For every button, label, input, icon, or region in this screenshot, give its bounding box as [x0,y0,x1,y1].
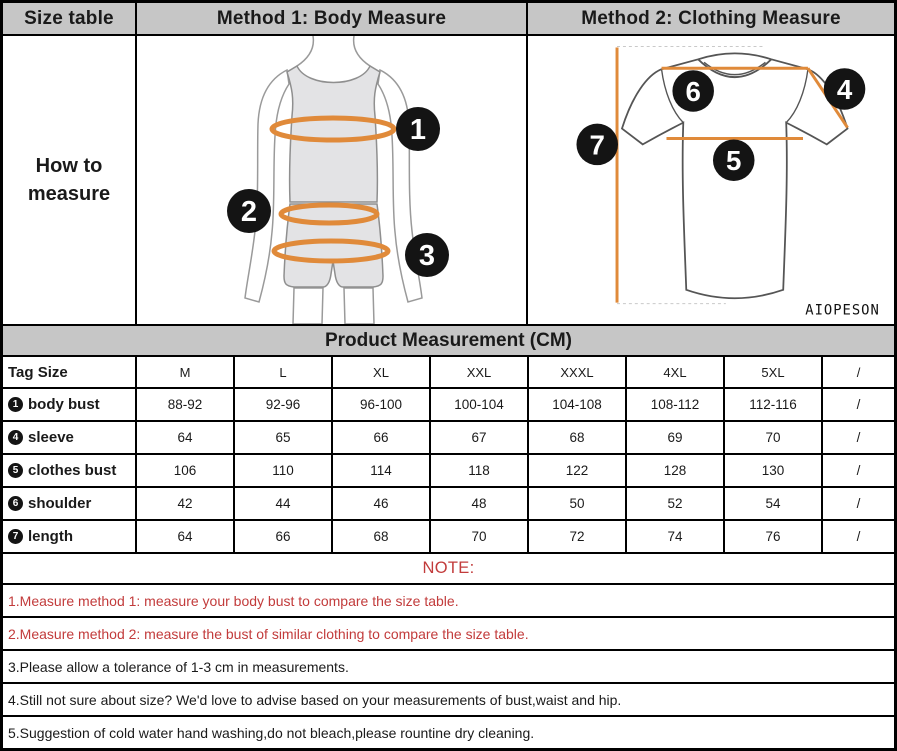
value-cell: 122 [529,455,627,486]
clothing-measure-diagram [528,36,894,324]
marker-3-badge [405,233,449,277]
size-col-slash: / [856,364,861,380]
svg-text:5: 5 [726,145,742,177]
value-cell: 70 [431,521,529,552]
marker-7-badge [576,124,618,166]
diagram-row [3,36,894,326]
tshirt-illustration [528,36,894,324]
value-cell: 74 [627,521,725,552]
value-cell: 66 [235,521,333,552]
value-cell: 104-108 [529,389,627,420]
brand-label: AIOPESON [805,302,880,319]
note-title: NOTE: [3,554,894,585]
svg-text:4: 4 [836,73,853,105]
value-cell: 118 [431,455,529,486]
value-cell: / [856,463,861,478]
note-item-1: 1.Measure method 1: measure your body bust to compare the size table. [3,585,894,618]
left-arm [245,70,289,302]
right-leg [344,288,374,324]
table-row-length [3,521,894,554]
marker-1-icon: 1 [8,397,23,412]
row-label [3,488,137,519]
marker-4-icon: 4 [8,430,23,445]
row-label [3,521,137,552]
note-item-2: 2.Measure method 2: measure the bust of similar clothing to compare the size table. [3,618,894,651]
value-cell: 92-96 [235,389,333,420]
value-cell: 42 [137,488,235,519]
value-cell: 44 [235,488,333,519]
value-cell: / [856,496,861,511]
header-row [3,3,894,36]
value-cell: / [856,430,861,445]
body-figure-illustration [137,36,526,324]
row-label-text: shoulder [28,495,92,512]
value-cell: 68 [333,521,431,552]
body-measure-diagram [137,36,528,324]
left-leg [293,288,323,324]
size-col-xxl: XXL [431,357,529,387]
how-to-measure-label: How to measure [3,36,137,324]
svg-text:2: 2 [240,196,258,228]
note-item-4: 4.Still not sure about size? We'd love to advise based on your measurements of bust,waist and hip. [3,684,894,717]
svg-text:6: 6 [685,75,701,107]
value-cell: 54 [725,488,823,519]
note-item-3: 3.Please allow a tolerance of 1-3 cm in measurements. [3,651,894,684]
value-cell: 69 [627,422,725,453]
product-measurement-title: Product Measurement (CM) [3,326,894,357]
value-cell: / [856,529,861,544]
value-cell: / [856,397,861,412]
value-cell: 96-100 [333,389,431,420]
table-row-clothes-bust [3,455,894,488]
value-cell: 108-112 [627,389,725,420]
value-cell: 130 [725,455,823,486]
value-cell: 88-92 [137,389,235,420]
marker-2-badge [227,189,271,233]
value-cell: 66 [333,422,431,453]
row-label-text: length [28,528,73,545]
value-cell: 128 [627,455,725,486]
value-cell: 70 [725,422,823,453]
row-label-text: sleeve [28,429,74,446]
table-row-shoulder [3,488,894,521]
svg-text:1: 1 [409,114,427,146]
value-cell: 100-104 [431,389,529,420]
tank-top [287,66,380,202]
row-label [3,422,137,453]
marker-7-icon: 7 [8,529,23,544]
marker-6-icon: 6 [8,496,23,511]
value-cell: 68 [529,422,627,453]
value-cell: 106 [137,455,235,486]
marker-6-badge [672,70,714,112]
tag-size-row [3,357,894,389]
size-col-m: M [137,357,235,387]
row-label [3,455,137,486]
note-item-5: 5.Suggestion of cold water hand washing,do not bleach,please rountine dry cleaning. [8,724,535,741]
row-label [3,389,137,420]
size-col-l: L [235,357,333,387]
svg-text:7: 7 [589,129,605,161]
table-row-sleeve [3,422,894,455]
svg-text:3: 3 [418,240,436,272]
marker-5-badge [713,139,755,181]
method1-header: Method 1: Body Measure [137,3,528,34]
value-cell: 76 [725,521,823,552]
value-cell: 64 [137,521,235,552]
size-table-header: Size table [3,3,137,34]
row-label-text: body bust [28,396,100,413]
value-cell: 65 [235,422,333,453]
size-col-5xl: 5XL [725,357,823,387]
value-cell: 72 [529,521,627,552]
value-cell: 114 [333,455,431,486]
table-row-body-bust [3,389,894,422]
value-cell: 64 [137,422,235,453]
marker-5-icon: 5 [8,463,23,478]
marker-1-badge [396,107,440,151]
marker-4-badge [824,68,866,110]
value-cell: 50 [529,488,627,519]
size-col-4xl: 4XL [627,357,725,387]
row-label-text: clothes bust [28,462,117,479]
tag-size-label: Tag Size [3,357,137,387]
value-cell: 67 [431,422,529,453]
value-cell: 110 [235,455,333,486]
size-col-xl: XL [333,357,431,387]
size-col-xxxl: XXXL [529,357,627,387]
value-cell: 52 [627,488,725,519]
value-cell: 46 [333,488,431,519]
value-cell: 48 [431,488,529,519]
method2-header: Method 2: Clothing Measure [581,7,841,29]
value-cell: 112-116 [725,389,823,420]
